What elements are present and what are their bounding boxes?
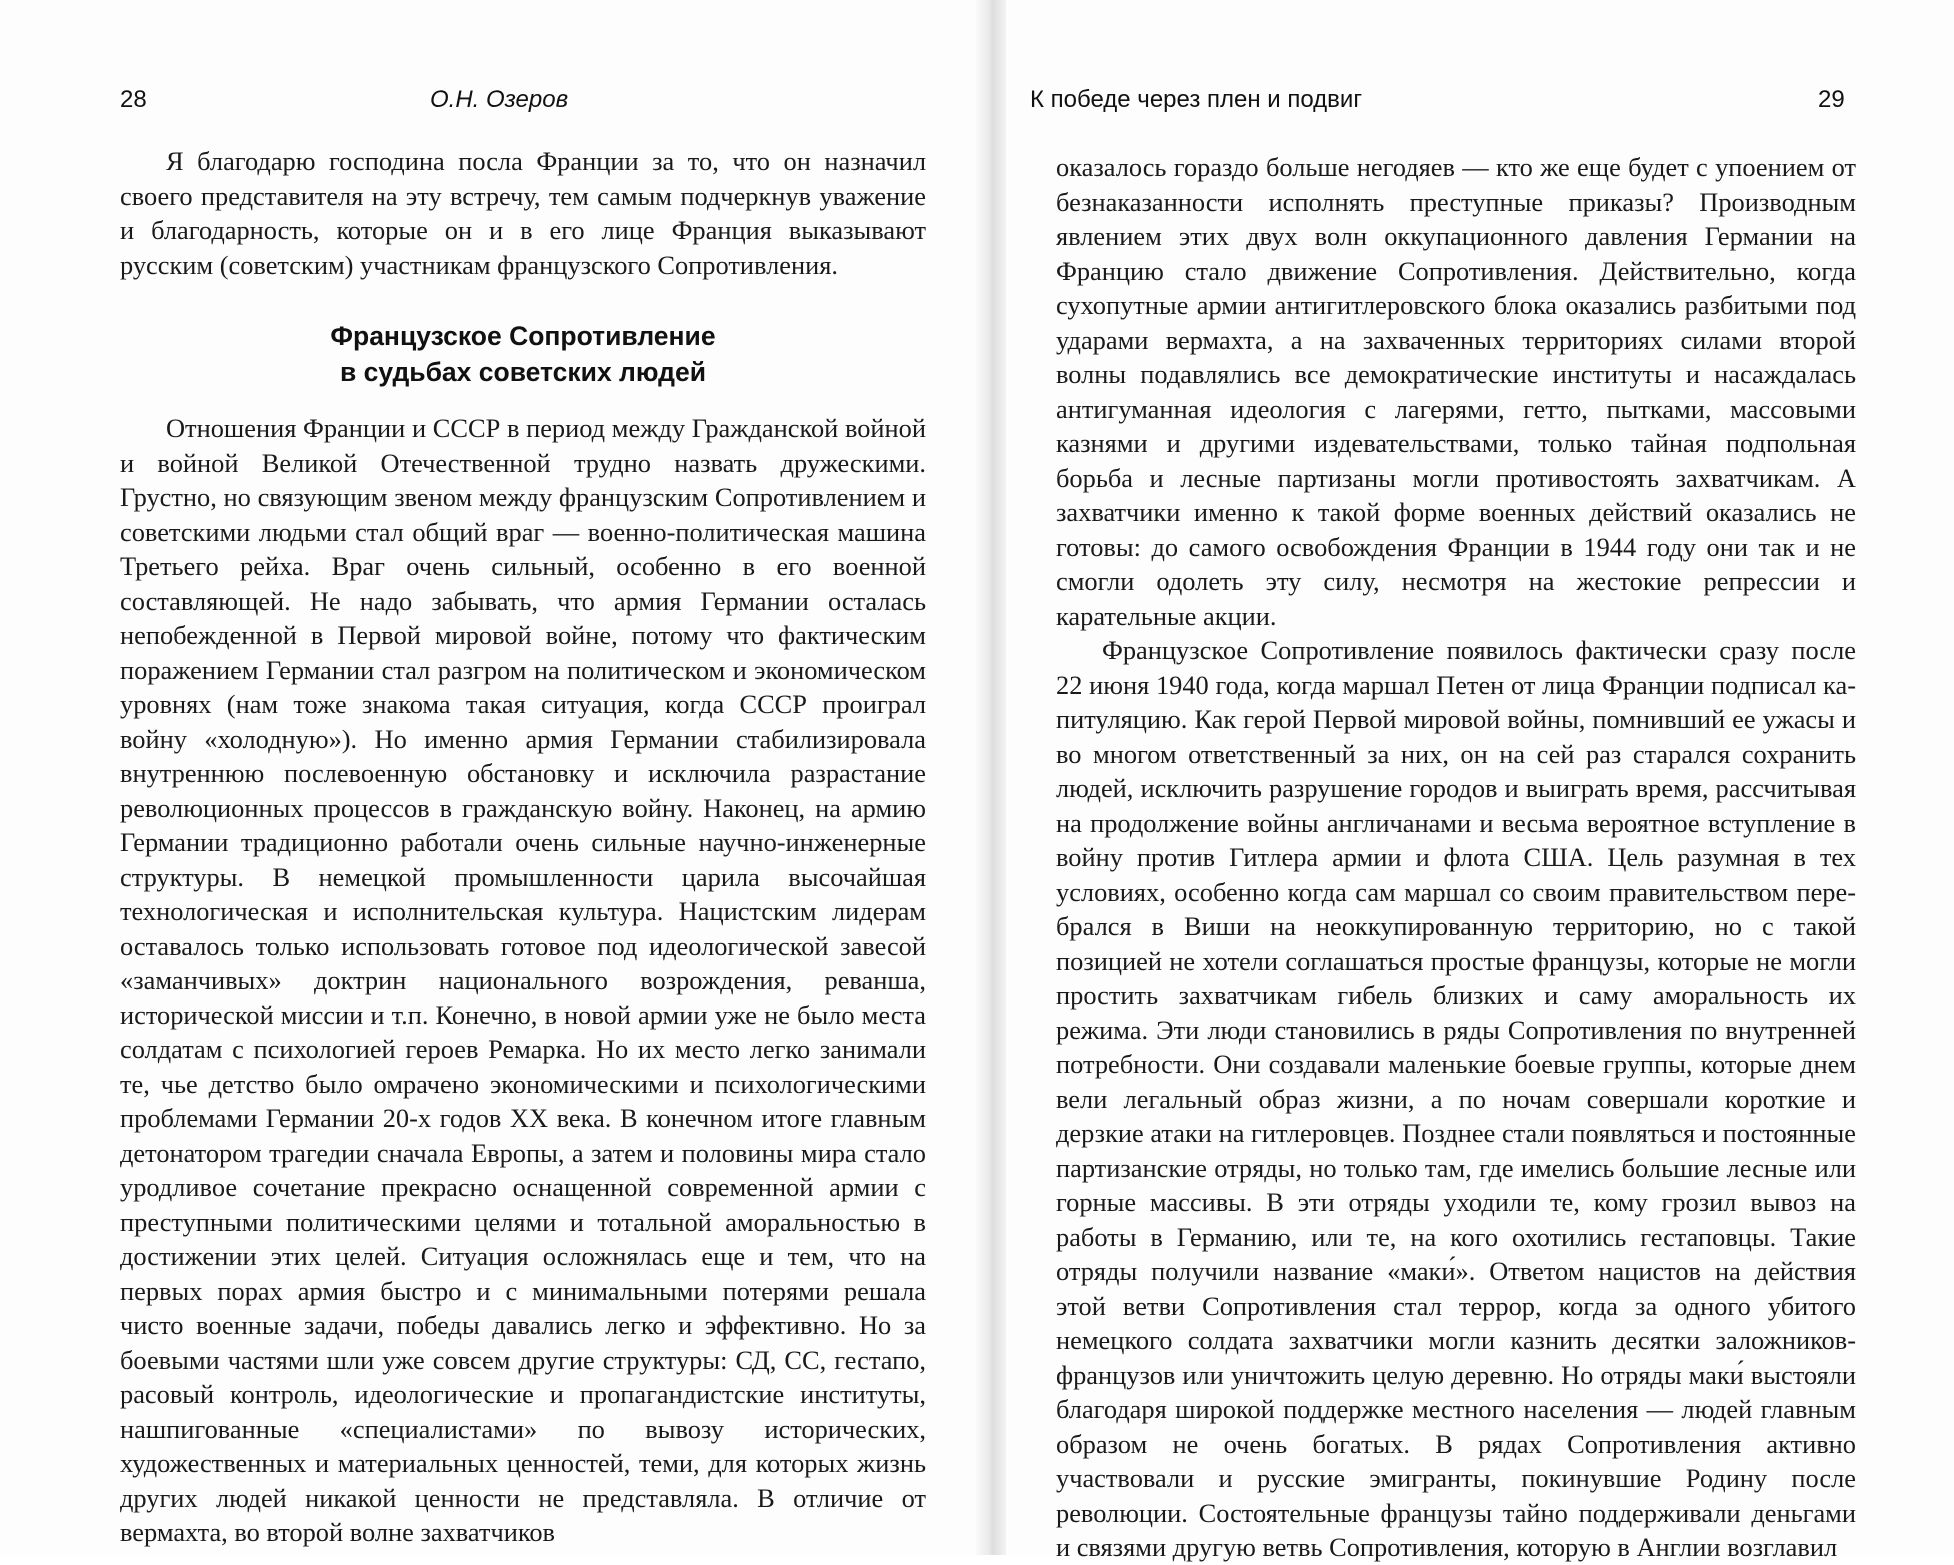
page-number: 28 <box>120 86 147 113</box>
page-number: 29 <box>1818 86 1845 113</box>
book-gutter <box>976 0 1006 1555</box>
section-heading-line-2: в судьбах советских людей <box>339 357 707 387</box>
running-head-title: К победе через плен и подвиг <box>1030 86 1363 113</box>
continued-paragraph: оказалось гораздо больше негодяев — кто же еще будет с упоением от безнаказанности исполнять преступные приказы? Производным явлением этих двух волн оккупационного давления Германии на Францию стало движение Сопротивления. Действительно, когда сухопутные армии антигитлеровского блока оказались разбитыми под ударами вермахта, а на захваченных территориях силами второй волны подавлялись все демократические институты и насаждалась антигуманная идеология с лагерями, гетто, пытками, массовыми казнями и другими издевательствами, только тайная подпольная борьба и лесные партизаны могли противостоять захватчикам. А захватчики именно к такой форме военных действий оказались не готовы: до самого освобождения Франции в 1944 году они так и не смогли одолеть эту силу, несмотря на жестокие репрессии и карательные акции. <box>1056 152 1856 631</box>
running-head-author: О.Н. Озеров <box>430 86 569 113</box>
left-page <box>0 0 976 1555</box>
body-text <box>120 411 926 1550</box>
section-heading-line-1: Французское Сопротивление <box>330 321 716 351</box>
intro-text <box>120 144 926 282</box>
body-text <box>1056 150 1856 1565</box>
body-paragraph: Отношения Франции и СССР в период между Гражданской войной и войной Великой Отечественной трудно назвать дружескими. Грустно, но связующим звеном между французским Сопротивлением и советскими людьми стал общий враг — военно-политическая машина Третьего рейха. Враг очень сильный, особенно в его военной составляющей. Не надо забывать, что армия Германии осталась непобежденной в Первой мировой войне, потому что фактическим поражением Германии стал разгром на политическом и экономическом уровнях (нам тоже знакома такая ситуация, когда СССР проиграл войну «холодную»). Но именно армия Германии стабилизировала внутреннюю послевоенную обстановку и исключила разрастание революционных процессов в гражданскую войну. Наконец, на армию Германии традиционно работали очень сильные научно-инженерные структуры. В немецкой промышленности царила высочайшая технологическая и исполнительская культура. Нацистским лидерам оставалось только использовать готовое под идеологической завесой «заманчивых» доктрин национального возрождения, реванша, исторической миссии и т.п. Конечно, в новой армии уже не было места солдатам с психологией героев Ремарка. Но их место легко занимали те, чье детство было омрачено экономическими и психологическими проблемами Германии 20-х годов XX века. В конечном итоге главным детонатором трагедии сначала Европы, а затем и половины мира стало уродливое сочетание прекрасно оснащенной современной армии с преступными политическими целями и тотальной аморальностью в достижении этих целей. Ситуация осложнялась еще и тем, что на первых порах армия быстро и с минимальными потерями решала чисто военные задачи, победы давались легко и эффективно. Но за боевыми частями шли уже совсем другие структуры: СД, СС, гестапо, расовый контроль, идеологические и пропагандистские институты, нашпигованные «специалистами» по вывозу исторических, художественных и материальных ценностей, теми, для которых жизнь других людей никакой ценности не представляла. В отличие от вермахта, во второй волне захватчиков <box>120 413 926 1547</box>
body-paragraph: Французское Сопротивление появилось фактически сразу после 22 июня 1940 года, когда маршал Петен от лица Франции подписал капитуляцию. Как герой Первой мировой войны, помнивший ее ужасы и во многом ответственный за них, он на сей раз старался сохранить людей, исключить разрушение городов и выиграть время, рассчитывая на продолжение войны англичанами и весьма вероятное вступление в войну против Гитлера армии и флота США. Цель разумная в тех условиях, особенно когда сам маршал со своим правительством перебрался в Виши на неоккупированную территорию, но с такой позицией не хотели соглашаться простые французы, которые не могли простить захватчикам гибель близких и саму аморальность их режима. Эти люди становились в ряды Сопротивления по внутренней потребности. Они создавали маленькие боевые группы, которые днем вели легальный образ жизни, а по ночам совершали короткие и дерзкие атаки на гитлеровцев. Позднее стали появляться и постоянные партизанские отряды, но только там, где имелись большие лесные или горные массивы. В эти отряды уходили те, кому грозил вывоз на работы в Германию, или те, на кого охотились гестаповцы. Такие отряды получили название «маки́». Ответом нацистов на действия этой ветви Сопротивления стал террор, когда за одного убитого немецкого солдата захватчики могли казнить десятки заложников-французов или уничтожить целую деревню. Но отряды маки́ выстояли благодаря широкой поддержке местного населения — людей главным образом не очень богатых. В рядах Сопротивления активно участвовали и русские эмигранты, покинувшие Родину после революции. Состоятельные французы тайно поддерживали деньгами и связями другую ветвь Сопротивления, которую в Англии возглавил <box>1056 635 1856 1562</box>
intro-paragraph: Я благодарю господина посла Франции за то, что он назначил своего представителя на эту встречу, тем самым подчеркнув уважение и благодарность, которые он и в его лице Франция выказывают русским (советским) участникам французского Сопротивления. <box>120 146 926 280</box>
section-heading <box>120 318 926 390</box>
right-page <box>1006 0 1954 1562</box>
